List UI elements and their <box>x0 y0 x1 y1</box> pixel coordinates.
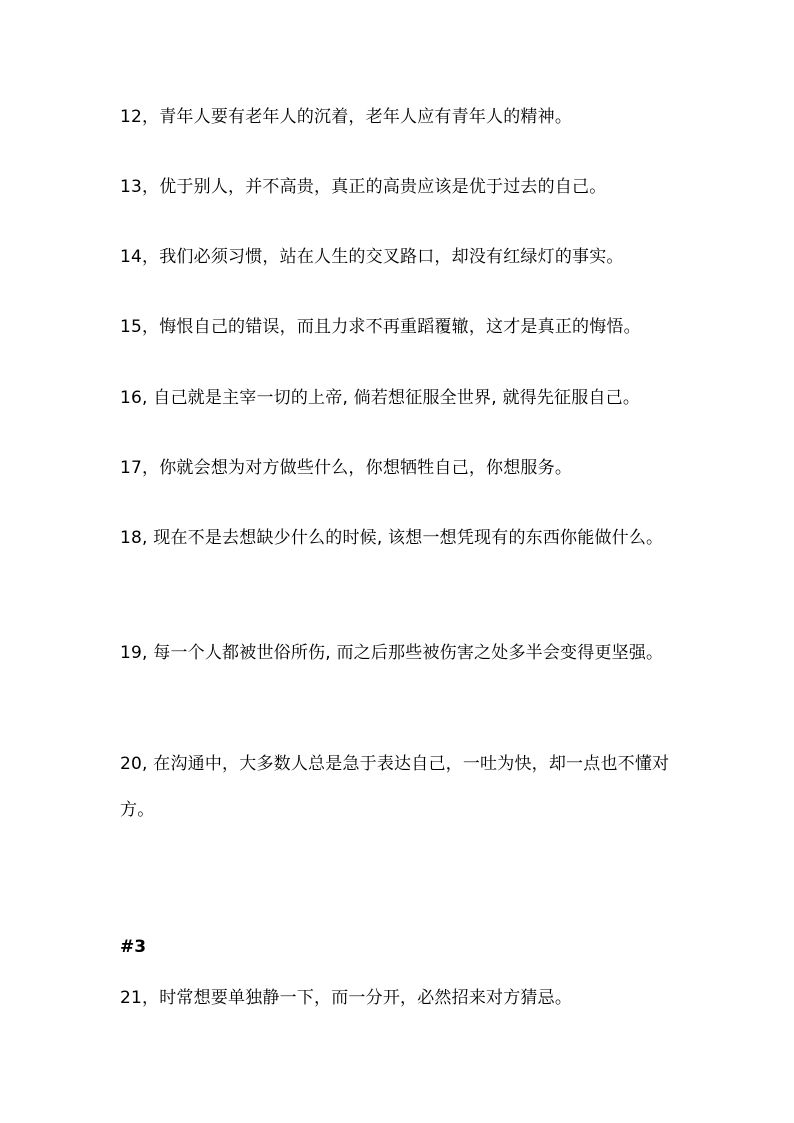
paragraph-17: 17，你就会想为对方做些什么，你想牺牲自己，你想服务。 <box>120 458 573 478</box>
paragraph-19: 19, 每一个人都被世俗所伤, 而之后那些被伤害之处多半会变得更坚强。 <box>120 643 664 663</box>
paragraph-21: 21，时常想要单独静一下，而一分开，必然招来对方猜忌。 <box>120 988 573 1008</box>
paragraph-13: 13，优于别人，并不高贵，真正的高贵应该是优于过去的自己。 <box>120 177 607 197</box>
paragraph-12: 12，青年人要有老年人的沉着，老年人应有青年人的精神。 <box>120 107 573 127</box>
paragraph-18: 18, 现在不是去想缺少什么的时候, 该想一想凭现有的东西你能做什么。 <box>120 528 664 548</box>
paragraph-15: 15，悔恨自己的错误，而且力求不再重蹈覆辙，这才是真正的悔悟。 <box>120 317 641 337</box>
paragraph-16: 16, 自己就是主宰一切的上帝, 倘若想征服全世界, 就得先征服自己。 <box>120 388 641 408</box>
paragraph-20: 20, 在沟通中，大多数人总是急于表达自己，一吐为快，却一点也不懂对方。 <box>120 754 670 820</box>
section-heading: #3 <box>120 937 147 957</box>
paragraph-14: 14，我们必须习惯，站在人生的交叉路口，却没有红绿灯的事实。 <box>120 247 624 267</box>
